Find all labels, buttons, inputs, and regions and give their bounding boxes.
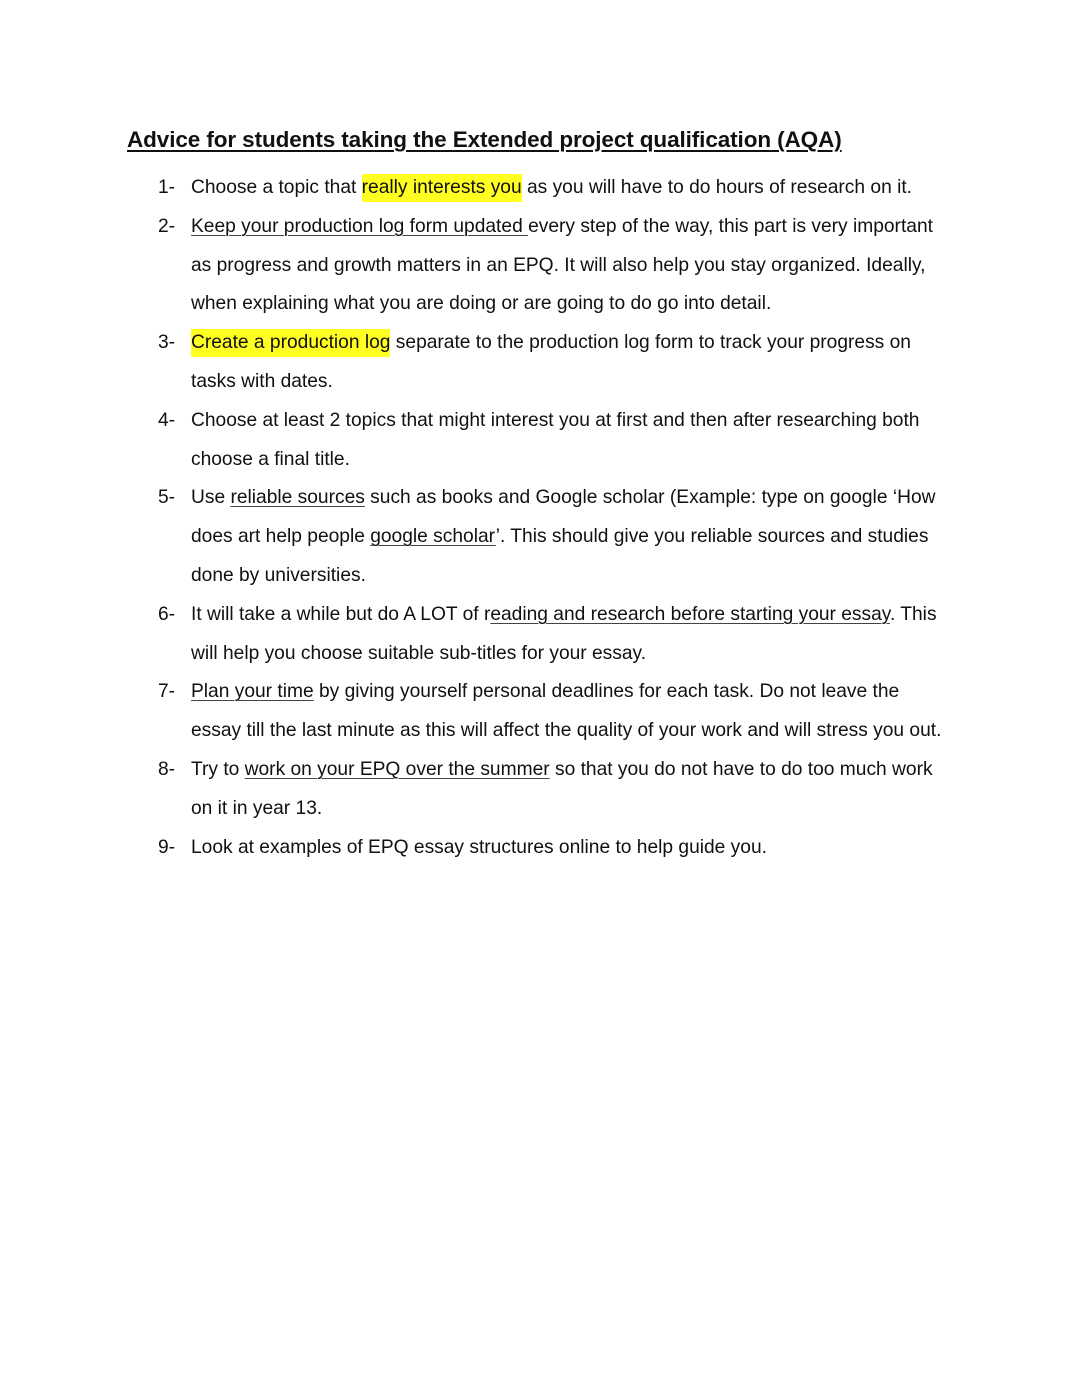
list-item xyxy=(158,673,948,751)
item-text: by giving yourself personal deadlines for each task. Do not leave the essay till the last minute as this will affect the quality of your work and will stress you out. xyxy=(191,681,942,742)
item-text: every step of the way, this part is very important as progress and growth matters in an EPQ. It will also help you stay organized. Ideally, when explaining what you are doing or are going to do go into detail. xyxy=(191,215,933,315)
advice-list xyxy=(158,169,948,867)
underlined-text: Plan your time xyxy=(191,681,314,703)
list-item xyxy=(158,169,948,208)
item-number: 4- xyxy=(158,409,176,431)
item-number: 5- xyxy=(158,487,176,509)
item-number: 8- xyxy=(158,758,176,780)
item-text: Use xyxy=(191,487,231,509)
item-text: . This will help you choose suitable sub-titles for your essay. xyxy=(191,603,937,664)
highlighted-text: Create a production log xyxy=(191,329,390,357)
underlined-text: google scholar xyxy=(370,526,496,548)
underlined-text: work on your EPQ over the summer xyxy=(244,758,550,780)
underlined-text: eading and research before starting your essay xyxy=(490,603,890,625)
item-number: 9- xyxy=(158,836,176,858)
item-number: 7- xyxy=(158,681,176,703)
item-text: It will take a while but do A LOT of r xyxy=(191,603,491,625)
underlined-text: reliable sources xyxy=(230,487,365,509)
item-text: ’. This should give you reliable sources and studies done by universities. xyxy=(191,526,929,586)
item-number: 1- xyxy=(158,177,176,198)
list-item xyxy=(158,479,948,595)
item-text: as you will have to do hours of research on it. xyxy=(521,177,912,198)
list-item xyxy=(158,402,948,480)
item-text: such as books and Google scholar (Example: type on google ‘How does art help people xyxy=(191,487,936,548)
list-item xyxy=(158,829,948,868)
item-number: 2- xyxy=(158,215,176,237)
item-number: 6- xyxy=(158,603,176,625)
list-item xyxy=(158,208,948,324)
list-item xyxy=(158,324,948,402)
item-text: so that you do not have to do too much work on it in year 13. xyxy=(191,758,933,819)
item-text: separate to the production log form to track your progress on tasks with dates. xyxy=(191,332,911,392)
item-text: Choose a topic that xyxy=(191,177,362,198)
item-text: Look at examples of EPQ essay structures online to help guide you. xyxy=(191,836,767,858)
item-number: 3- xyxy=(158,332,176,354)
underlined-text: Keep your production log form updated xyxy=(191,215,529,237)
item-text: Try to xyxy=(191,758,245,780)
item-text: Choose at least 2 topics that might interest you at first and then after researching both choose a final title. xyxy=(191,409,920,470)
list-item xyxy=(158,751,948,829)
highlighted-text: really interests you xyxy=(362,174,522,202)
list-item xyxy=(158,596,948,674)
document-title: Advice for students taking the Extended project qualification (AQA) xyxy=(127,127,842,152)
